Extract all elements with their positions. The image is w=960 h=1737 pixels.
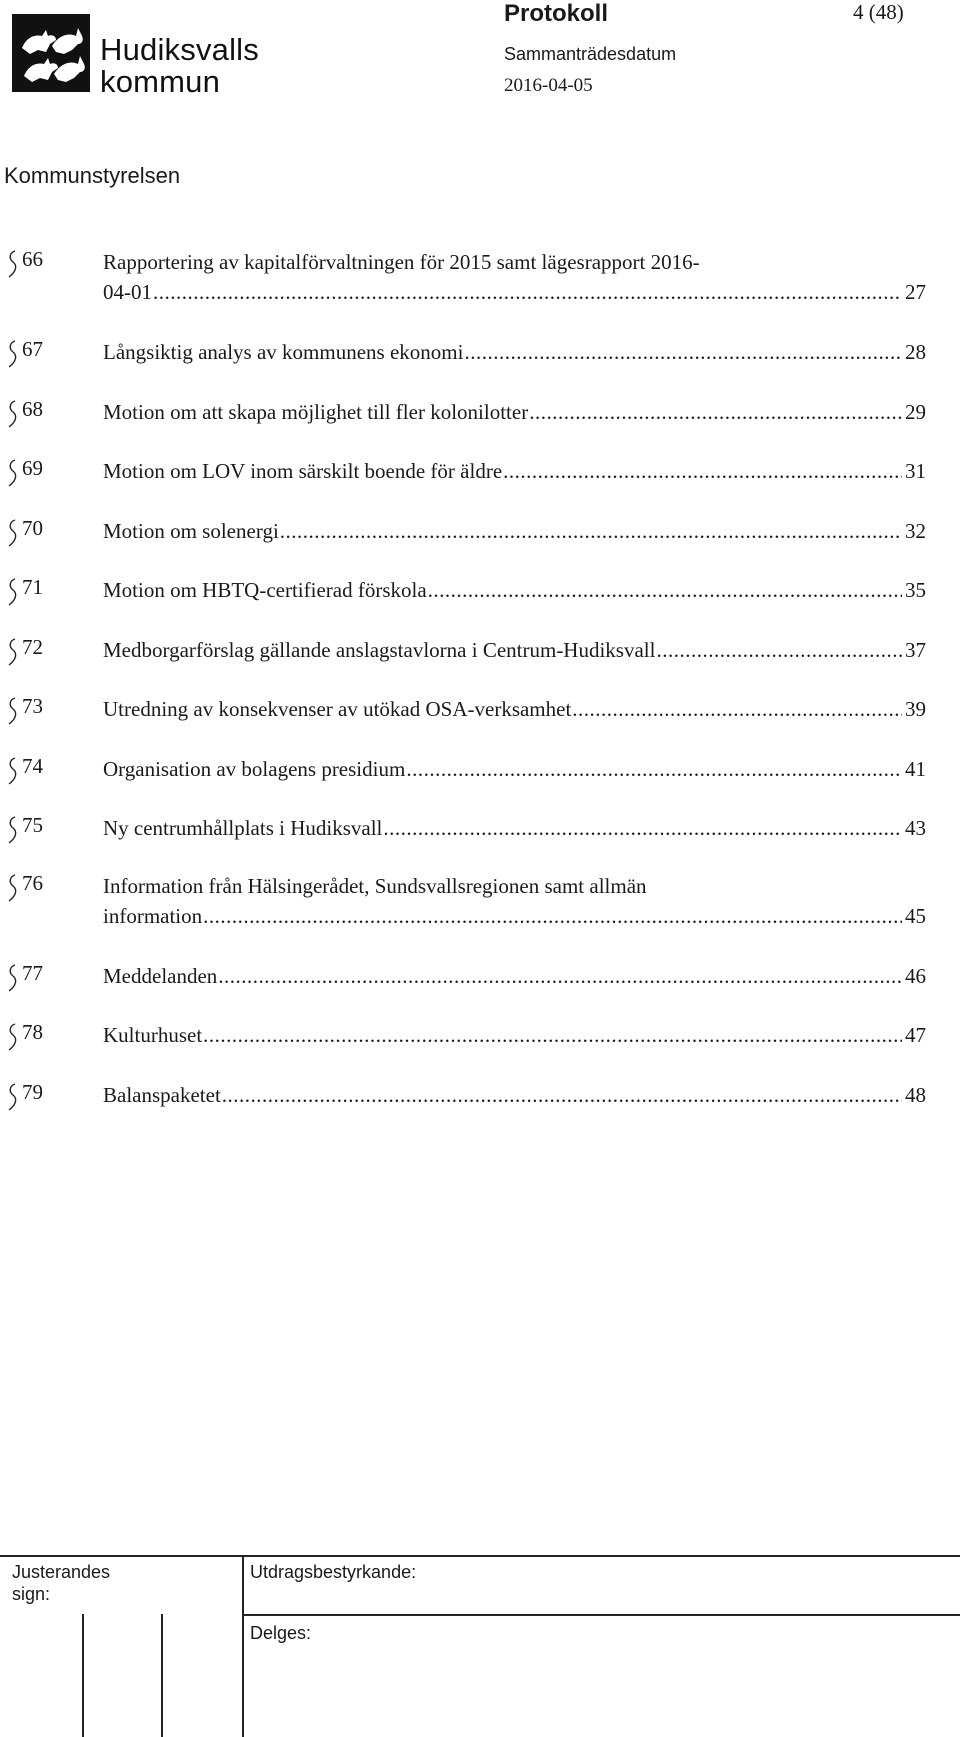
toc-title-line: Balanspaketet bbox=[103, 1083, 221, 1107]
dot-leader bbox=[656, 635, 902, 665]
toc-section-number: 79 bbox=[22, 1080, 43, 1104]
toc-page-number: 41 bbox=[905, 757, 926, 781]
footer-column-divider bbox=[242, 1555, 244, 1737]
dot-leader bbox=[503, 456, 902, 486]
toc-entry bbox=[103, 871, 926, 931]
toc-title-line: Information från Hälsingerådet, Sundsvallsregionen samt allmän bbox=[103, 874, 647, 898]
toc-entry bbox=[103, 1080, 926, 1110]
toc-page-number: 35 bbox=[905, 578, 926, 602]
toc-title-line: Motion om HBTQ-certifierad förskola bbox=[103, 578, 427, 602]
utdragsbestyrkande-label: Utdragsbestyrkande: bbox=[250, 1562, 417, 1582]
toc-entry bbox=[103, 516, 926, 546]
toc-title-line: Medborgarförslag gällande anslagstavlorna i Centrum-Hudiksvall bbox=[103, 638, 656, 662]
municipality-logo bbox=[12, 14, 259, 99]
section-sign-icon bbox=[6, 756, 18, 786]
toc-row[interactable] bbox=[0, 1080, 930, 1140]
toc-page-number: 27 bbox=[905, 280, 926, 304]
section-sign-icon bbox=[6, 873, 18, 903]
toc-row[interactable] bbox=[0, 247, 930, 307]
section-sign-icon bbox=[6, 1022, 18, 1052]
toc-row[interactable] bbox=[0, 337, 930, 397]
toc-row[interactable] bbox=[0, 871, 930, 931]
toc-title-line: Kulturhuset bbox=[103, 1023, 203, 1047]
section-sign-icon bbox=[6, 458, 18, 488]
toc-row[interactable] bbox=[0, 1020, 930, 1080]
toc-section-number: 73 bbox=[22, 694, 43, 718]
toc-row[interactable] bbox=[0, 813, 930, 873]
footer-mid-rule bbox=[244, 1614, 960, 1616]
dot-leader bbox=[383, 813, 902, 843]
toc-entry bbox=[103, 397, 926, 427]
toc-title-line: Utredning av konsekvenser av utökad OSA-verksamhet bbox=[103, 697, 572, 721]
toc-entry bbox=[103, 694, 926, 724]
logo-text-hudiksvalls: Hudiksvalls bbox=[100, 32, 259, 67]
toc-entry bbox=[103, 456, 926, 486]
toc-row[interactable] bbox=[0, 961, 930, 1021]
section-sign-icon bbox=[6, 696, 18, 726]
toc-entry bbox=[103, 813, 926, 843]
delges-label: Delges: bbox=[250, 1623, 312, 1643]
section-sign-icon bbox=[6, 518, 18, 548]
toc-section-number: 70 bbox=[22, 516, 43, 540]
toc-title-line: Motion om LOV inom särskilt boende för äldre bbox=[103, 459, 503, 483]
toc-section-number: 66 bbox=[22, 247, 43, 271]
dot-leader bbox=[464, 337, 902, 367]
signature-divider bbox=[161, 1614, 163, 1737]
toc-page-number: 45 bbox=[905, 904, 926, 928]
toc-title-line: Organisation av bolagens presidium bbox=[103, 757, 406, 781]
toc-entry bbox=[103, 754, 926, 784]
toc-page-number: 47 bbox=[905, 1023, 926, 1047]
toc-title-line: information bbox=[103, 904, 203, 928]
toc-row[interactable] bbox=[0, 754, 930, 814]
logo-text-kommun: kommun bbox=[100, 64, 221, 99]
toc-title-line: Motion om att skapa möjlighet till fler kolonilotter bbox=[103, 400, 529, 424]
toc-section-number: 74 bbox=[22, 754, 43, 778]
section-sign-icon bbox=[6, 249, 18, 279]
toc-page-number: 37 bbox=[905, 638, 926, 662]
toc-section-number: 76 bbox=[22, 871, 43, 895]
toc-page-number: 46 bbox=[905, 964, 926, 988]
toc-section-number: 77 bbox=[22, 961, 43, 985]
dot-leader bbox=[529, 397, 902, 427]
toc-section-number: 69 bbox=[22, 456, 43, 480]
toc-page-number: 29 bbox=[905, 400, 926, 424]
toc-entry bbox=[103, 575, 926, 605]
toc-title-line: Meddelanden bbox=[103, 964, 218, 988]
dot-leader bbox=[406, 754, 902, 784]
toc-page-number: 32 bbox=[905, 519, 926, 543]
toc-entry bbox=[103, 635, 926, 665]
toc-entry bbox=[103, 247, 926, 307]
meeting-date: 2016-04-05 bbox=[504, 75, 593, 96]
page-number: 4 (48) bbox=[853, 0, 904, 24]
toc-title-line: Ny centrumhållplats i Hudiksvall bbox=[103, 816, 383, 840]
toc-section-number: 71 bbox=[22, 575, 43, 599]
dot-leader bbox=[153, 277, 902, 307]
toc-row[interactable] bbox=[0, 694, 930, 754]
dot-leader bbox=[218, 961, 902, 991]
section-sign-icon bbox=[6, 637, 18, 667]
footer-top-rule bbox=[0, 1555, 960, 1557]
dot-leader bbox=[203, 1020, 902, 1050]
toc-entry bbox=[103, 337, 926, 367]
toc-page-number: 31 bbox=[905, 459, 926, 483]
section-sign-icon bbox=[6, 963, 18, 993]
section-sign-icon bbox=[6, 1082, 18, 1112]
signature-divider bbox=[82, 1614, 84, 1737]
toc-row[interactable] bbox=[0, 516, 930, 576]
toc-entry bbox=[103, 1020, 926, 1050]
goat-emblem-icon bbox=[12, 14, 90, 92]
toc-row[interactable] bbox=[0, 456, 930, 516]
toc-section-number: 67 bbox=[22, 337, 43, 361]
toc-entry bbox=[103, 961, 926, 991]
toc-section-number: 72 bbox=[22, 635, 43, 659]
section-sign-icon bbox=[6, 399, 18, 429]
section-sign-icon bbox=[6, 577, 18, 607]
section-sign-icon bbox=[6, 815, 18, 845]
committee-name: Kommunstyrelsen bbox=[4, 163, 181, 188]
dot-leader bbox=[428, 575, 902, 605]
document-title: Protokoll bbox=[504, 0, 609, 27]
justerandes-sign-label: Justerandes sign: bbox=[12, 1562, 111, 1604]
toc-section-number: 75 bbox=[22, 813, 43, 837]
dot-leader bbox=[572, 694, 902, 724]
section-sign-icon bbox=[6, 339, 18, 369]
toc-page-number: 28 bbox=[905, 340, 926, 364]
toc-section-number: 78 bbox=[22, 1020, 43, 1044]
dot-leader bbox=[280, 516, 902, 546]
toc-section-number: 68 bbox=[22, 397, 43, 421]
dot-leader bbox=[203, 901, 902, 931]
toc-row[interactable] bbox=[0, 397, 930, 457]
toc-page-number: 39 bbox=[905, 697, 926, 721]
meeting-date-label: Sammanträdesdatum bbox=[504, 44, 677, 64]
toc-title-line: Rapportering av kapitalförvaltningen för 2015 samt lägesrapport 2016- bbox=[103, 250, 700, 274]
toc-row[interactable] bbox=[0, 635, 930, 695]
toc-page-number: 43 bbox=[905, 816, 926, 840]
toc-row[interactable] bbox=[0, 575, 930, 635]
toc-page-number: 48 bbox=[905, 1083, 926, 1107]
toc-title-line: 04-01 bbox=[103, 280, 152, 304]
dot-leader bbox=[222, 1080, 902, 1110]
toc-title-line: Långsiktig analys av kommunens ekonomi bbox=[103, 340, 464, 364]
toc-title-line: Motion om solenergi bbox=[103, 519, 279, 543]
